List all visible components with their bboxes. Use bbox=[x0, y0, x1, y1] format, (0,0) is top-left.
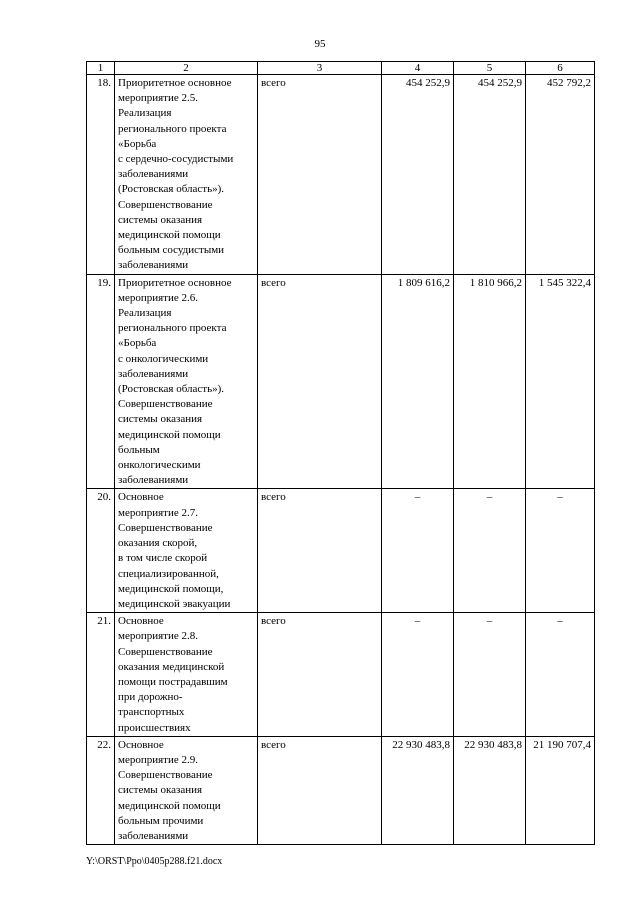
row-number: 22. bbox=[87, 736, 115, 844]
activity-name-line: регионального проекта bbox=[118, 322, 227, 335]
activity-name-line: системы оказания bbox=[118, 413, 203, 426]
amount-v6: – bbox=[526, 489, 595, 613]
amount-v5: – bbox=[454, 489, 526, 613]
activity-name-line: (Ростовская область»). bbox=[118, 383, 225, 396]
activity-name bbox=[115, 75, 258, 275]
row-number: 18. bbox=[87, 75, 115, 275]
activity-name-line: с онкологическими bbox=[118, 352, 209, 365]
activity-name-line: заболеваниями bbox=[118, 829, 189, 842]
activity-name-line: мероприятие 2.9. bbox=[118, 753, 199, 766]
activity-name-line: Приоритетное основное bbox=[118, 77, 232, 89]
table-header-row bbox=[87, 62, 595, 75]
activity-name-line: помощи пострадавшим bbox=[118, 675, 228, 688]
activity-name bbox=[115, 736, 258, 844]
header-cell: 1 bbox=[87, 62, 115, 75]
activity-name-line: мероприятие 2.6. bbox=[118, 291, 199, 304]
funding-source: всего bbox=[258, 736, 382, 844]
activity-name-line: (Ростовская область»). bbox=[118, 183, 225, 196]
row-number: 20. bbox=[87, 489, 115, 613]
activity-name-line: больным сосудистыми bbox=[118, 244, 225, 257]
activity-name-line: «Борьба bbox=[118, 337, 157, 350]
amount-v6: 452 792,2 bbox=[526, 75, 595, 275]
activity-name-line: медицинской помощи bbox=[118, 428, 221, 441]
activity-name-line: происшествиях bbox=[118, 721, 191, 734]
funding-source: всего bbox=[258, 75, 382, 275]
amount-v4: 1 809 616,2 bbox=[382, 274, 454, 489]
activity-name-line: в том числе скорой bbox=[118, 552, 208, 565]
table-row bbox=[87, 613, 595, 737]
table-row bbox=[87, 489, 595, 613]
activity-name-line: онкологическими bbox=[118, 459, 201, 472]
activity-name-line: мероприятие 2.8. bbox=[118, 630, 199, 643]
activity-name-line: Реализация bbox=[118, 307, 172, 320]
activity-name-line: оказания скорой, bbox=[118, 537, 198, 550]
activity-name-line: больным bbox=[118, 443, 160, 456]
activity-name-line: Совершенствование bbox=[118, 645, 213, 658]
header-cell: 2 bbox=[115, 62, 258, 75]
activity-name-line: мероприятие 2.5. bbox=[118, 92, 199, 105]
activity-name-line: заболеваниями bbox=[118, 367, 189, 380]
activity-name bbox=[115, 274, 258, 489]
amount-v6: – bbox=[526, 613, 595, 737]
amount-v6: 21 190 707,4 bbox=[526, 736, 595, 844]
activity-name-line: заболеваниями bbox=[118, 259, 189, 272]
activity-name-line: оказания медицинской bbox=[118, 660, 225, 673]
amount-v4: 454 252,9 bbox=[382, 75, 454, 275]
amount-v5: 22 930 483,8 bbox=[454, 736, 526, 844]
page-number: 95 bbox=[314, 38, 326, 50]
activity-name-line: Совершенствование bbox=[118, 521, 213, 534]
funding-source: всего bbox=[258, 613, 382, 737]
table-row bbox=[87, 75, 595, 275]
activity-name-line: системы оказания bbox=[118, 213, 203, 226]
activity-name-line: транспортных bbox=[118, 706, 185, 719]
table-row bbox=[87, 736, 595, 844]
activity-name-line: медицинской помощи bbox=[118, 799, 221, 812]
activity-name-line: при дорожно- bbox=[118, 691, 183, 704]
amount-v6: 1 545 322,4 bbox=[526, 274, 595, 489]
activity-name-line: Основное bbox=[118, 615, 164, 628]
header-cell: 3 bbox=[258, 62, 382, 75]
activity-name bbox=[115, 613, 258, 737]
amount-v4: – bbox=[382, 489, 454, 613]
activity-name-line: «Борьба bbox=[118, 137, 157, 150]
funding-table bbox=[86, 61, 595, 845]
activity-name-line: мероприятие 2.7. bbox=[118, 506, 199, 519]
amount-v4: 22 930 483,8 bbox=[382, 736, 454, 844]
activity-name-line: Совершенствование bbox=[118, 769, 213, 782]
activity-name-line: Совершенствование bbox=[118, 398, 213, 411]
activity-name-line: Реализация bbox=[118, 107, 172, 120]
header-cell: 6 bbox=[526, 62, 595, 75]
amount-v5: – bbox=[454, 613, 526, 737]
activity-name-line: Основное bbox=[118, 491, 164, 504]
row-number: 19. bbox=[87, 274, 115, 489]
amount-v5: 454 252,9 bbox=[454, 75, 526, 275]
activity-name-line: системы оказания bbox=[118, 784, 203, 797]
activity-name-line: специализированной, bbox=[118, 567, 219, 580]
header-cell: 5 bbox=[454, 62, 526, 75]
funding-source: всего bbox=[258, 274, 382, 489]
activity-name-line: медицинской помощи, bbox=[118, 582, 224, 595]
table-row bbox=[87, 274, 595, 489]
funding-source: всего bbox=[258, 489, 382, 613]
amount-v4: – bbox=[382, 613, 454, 737]
activity-name-line: заболеваниями bbox=[118, 168, 189, 181]
activity-name-line: регионального проекта bbox=[118, 122, 227, 135]
activity-name bbox=[115, 489, 258, 613]
activity-name-line: медицинской помощи bbox=[118, 229, 221, 242]
header-cell: 4 bbox=[382, 62, 454, 75]
activity-name-line: заболеваниями bbox=[118, 474, 189, 487]
activity-name-line: Приоритетное основное bbox=[118, 276, 232, 289]
file-path-footer: Y:\ORST\Ppo\0405p288.f21.docx bbox=[86, 856, 223, 867]
row-number: 21. bbox=[87, 613, 115, 737]
activity-name-line: больным прочими bbox=[118, 814, 204, 827]
activity-name-line: с сердечно-сосудистыми bbox=[118, 153, 234, 166]
activity-name-line: Основное bbox=[118, 738, 164, 751]
activity-name-line: медицинской эвакуации bbox=[118, 597, 231, 610]
amount-v5: 1 810 966,2 bbox=[454, 274, 526, 489]
activity-name-line: Совершенствование bbox=[118, 198, 213, 211]
